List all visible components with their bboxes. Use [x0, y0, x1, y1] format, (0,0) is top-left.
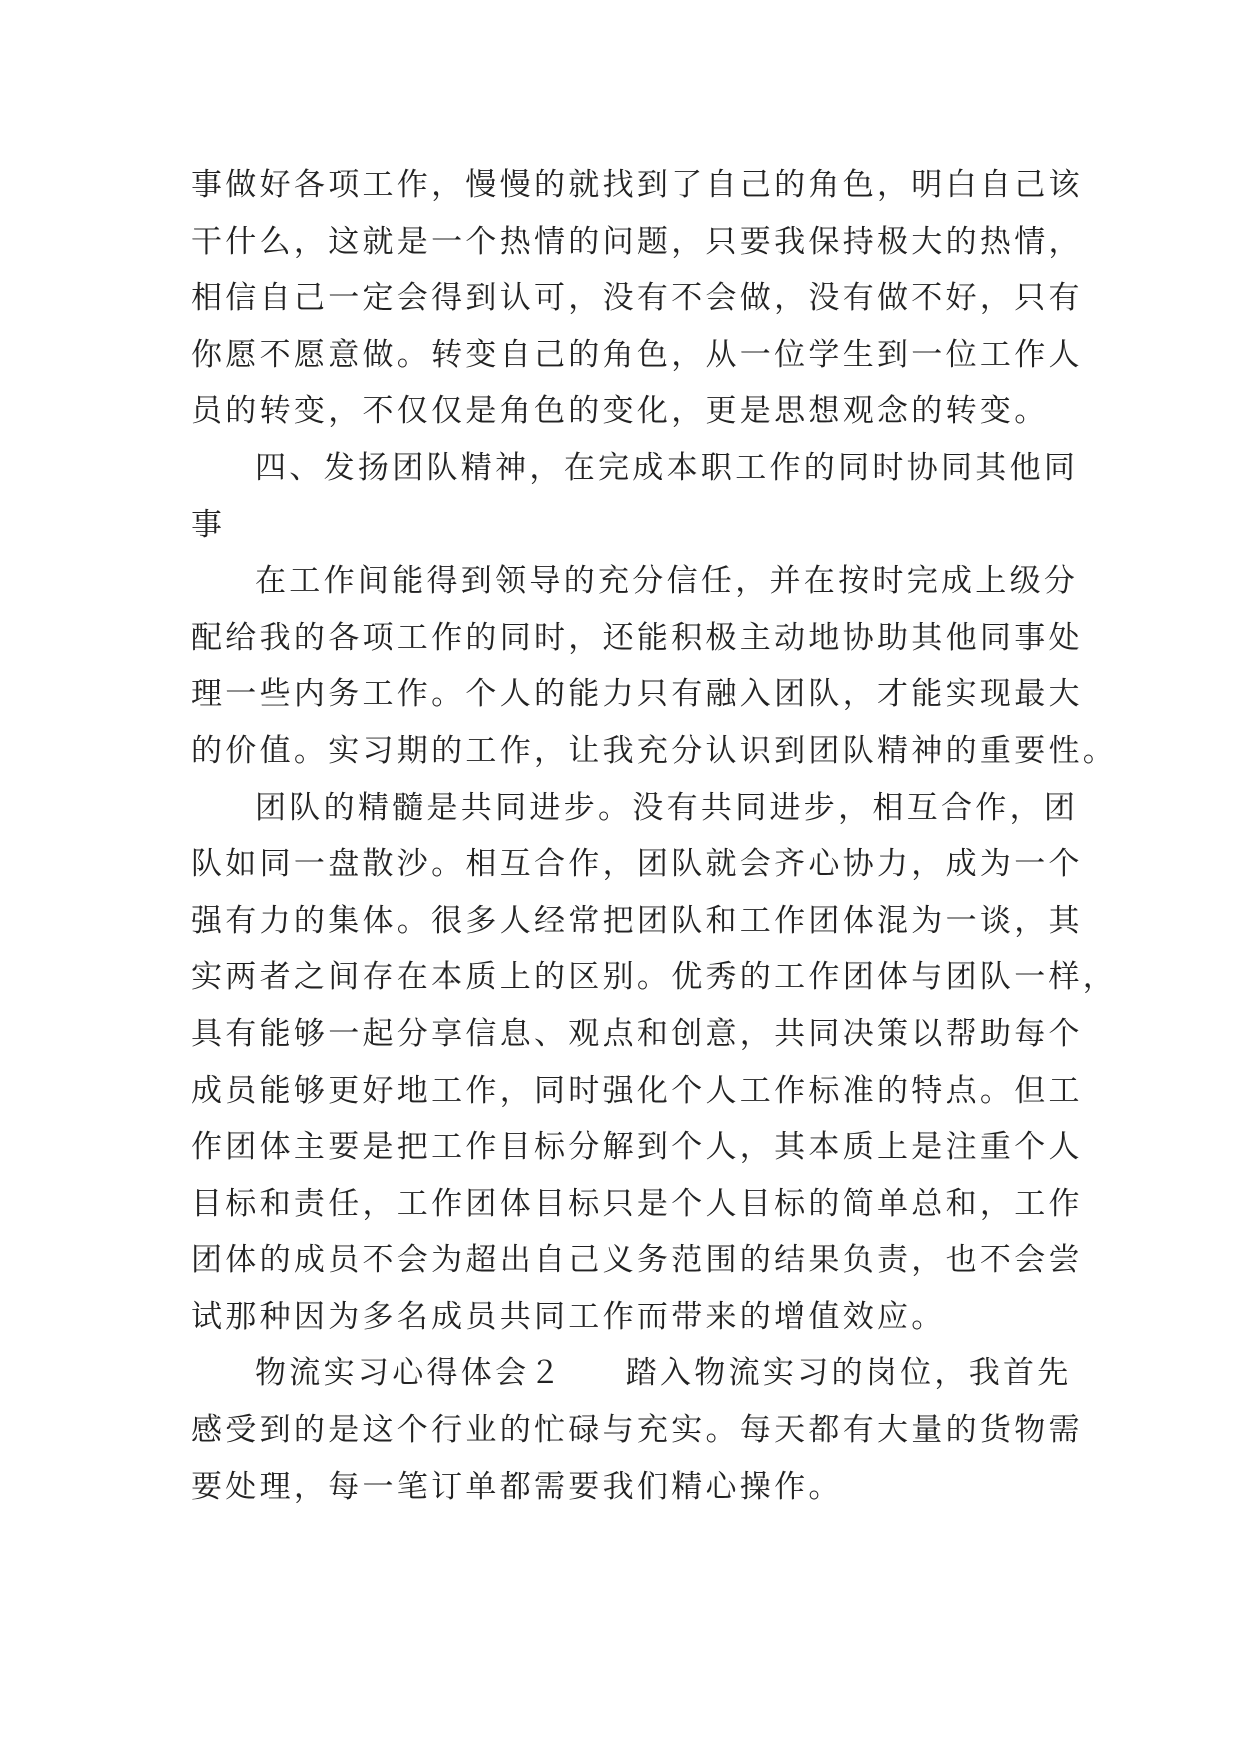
text-line: 配给我的各项工作的同时，还能积极主动地协助其他同事处: [191, 619, 1083, 656]
text-line: 试那种因为多名成员共同工作而带来的增值效应。: [191, 1298, 946, 1335]
document-body: [191, 157, 1118, 1515]
text-line: 强有力的集体。很多人经常把团队和工作团体混为一谈，其: [191, 902, 1083, 939]
text-line: 目标和责任，工作团体目标只是个人目标的简单总和，工作: [191, 1185, 1083, 1222]
text-line: 团体的成员不会为超出自己义务范围的结果负责，也不会尝: [191, 1242, 1083, 1279]
section-heading-line: 事: [191, 506, 226, 543]
section-heading-line: 四、发扬团队精神，在完成本职工作的同时协同其他同: [255, 449, 1079, 486]
text-line: 团队的精髓是共同进步。没有共同进步，相互合作，团: [255, 789, 1079, 826]
text-line: 你愿不愿意做。转变自己的角色，从一位学生到一位工作人: [191, 336, 1083, 373]
text-line: 员的转变，不仅仅是角色的变化，更是思想观念的转变。: [191, 393, 1049, 430]
text-line: 干什么，这就是一个热情的问题，只要我保持极大的热情，: [191, 223, 1083, 260]
text-line: 作团体主要是把工作目标分解到个人，其本质上是注重个人: [191, 1129, 1083, 1166]
text-line: 感受到的是这个行业的忙碌与充实。每天都有大量的货物需: [191, 1412, 1083, 1449]
text-line: 实两者之间存在本质上的区别。优秀的工作团体与团队一样，: [191, 959, 1118, 996]
text-line: 要处理，每一笔订单都需要我们精心操作。: [191, 1468, 843, 1505]
text-line: 的价值。实习期的工作，让我充分认识到团队精神的重要性。: [191, 732, 1118, 769]
text-line: 相信自己一定会得到认可，没有不会做，没有做不好，只有: [191, 280, 1083, 317]
text-line: 在工作间能得到领导的充分信任，并在按时完成上级分: [255, 563, 1079, 600]
article-title: 物流实习心得体会２: [255, 1355, 564, 1392]
text-line: 成员能够更好地工作，同时强化个人工作标准的特点。但工: [191, 1072, 1083, 1109]
article-title-line: [191, 1345, 1072, 1402]
text-line: 具有能够一起分享信息、观点和创意，共同决策以帮助每个: [191, 1015, 1083, 1052]
text-line: 事做好各项工作，慢慢的就找到了自己的角色，明白自己该: [191, 167, 1083, 203]
text-line: 队如同一盘散沙。相互合作，团队就会齐心协力，成为一个: [191, 846, 1083, 883]
text-line: 理一些内务工作。个人的能力只有融入团队，才能实现最大: [191, 676, 1083, 713]
article-opening-text: 踏入物流实习的岗位，我首先: [625, 1355, 1072, 1392]
